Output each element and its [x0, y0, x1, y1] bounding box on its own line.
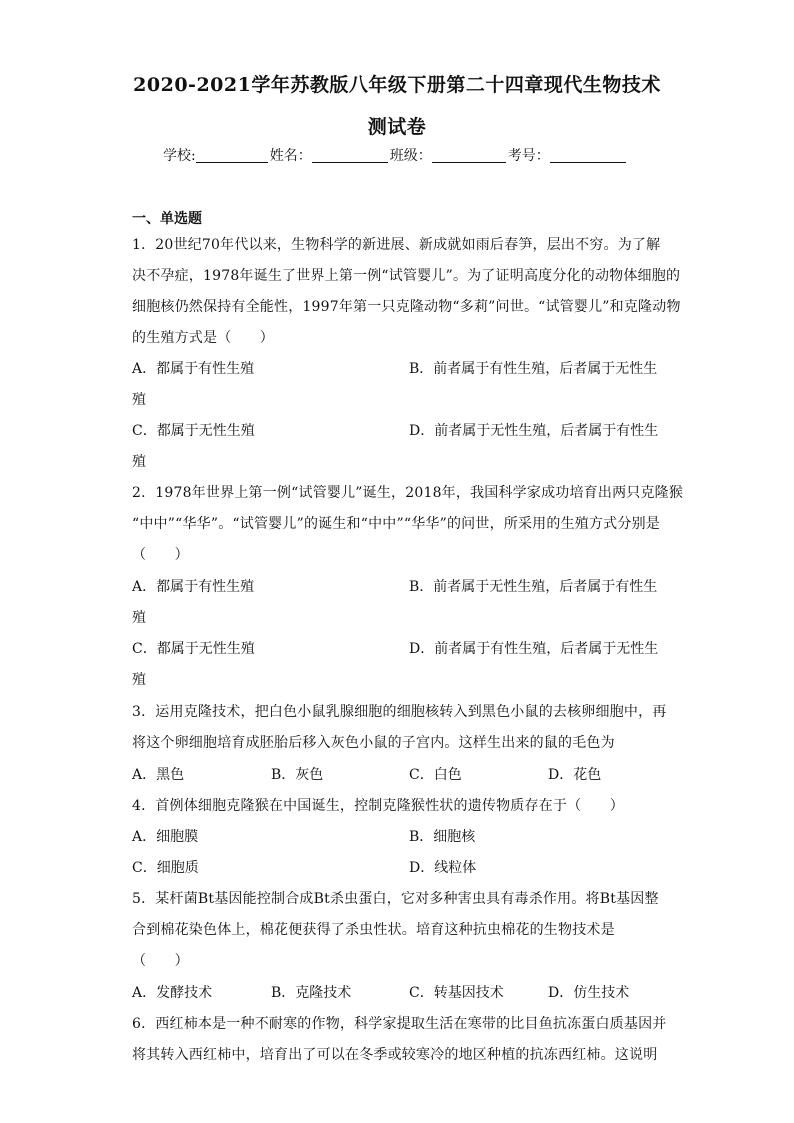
name-field[interactable]: [312, 148, 388, 163]
option-b[interactable]: B．前者属于有性生殖，后者属于无性生: [409, 361, 658, 377]
option-c[interactable]: C．都属于无性生殖: [132, 423, 255, 439]
question-text-line: 将这个卵细胞培育成胚胎后移入灰色小鼠的子宫内。这样生出来的鼠的毛色为: [132, 735, 615, 751]
question-text-line: 1．20世纪70年代以来，生物科学的新进展、新成就如雨后春笋，层出不穷。为了解: [132, 237, 661, 253]
number-field[interactable]: [550, 148, 626, 163]
option-d[interactable]: D．前者属于有性生殖，后者属于无性生: [409, 641, 659, 657]
question-text-line: 决不孕症，1978年诞生了世界上第一例“试管婴儿”。为了证明高度分化的动物体细胞的: [132, 268, 681, 284]
option-c[interactable]: C．转基因技术: [409, 985, 504, 1001]
question-text-line: （ ）: [132, 953, 189, 969]
option-a[interactable]: A．都属于有性生殖: [132, 579, 255, 595]
question-text-line: 4．首例体细胞克隆猴在中国诞生，控制克隆猴性状的遗传物质存在于（ ）: [132, 798, 624, 814]
page-title-line2: 测试卷: [367, 116, 427, 138]
option-a[interactable]: A．都属于有性生殖: [132, 361, 255, 377]
class-field[interactable]: [432, 148, 506, 163]
name-label: 姓名：: [269, 148, 312, 164]
option-d[interactable]: D．仿生技术: [548, 985, 630, 1001]
option-b[interactable]: B．灰色: [271, 767, 324, 783]
question-text-line: “中中”“华华”。“试管婴儿”的诞生和“中中”“华华”的问世，所采用的生殖方式分别是: [132, 516, 660, 532]
option-c[interactable]: C．细胞质: [132, 860, 199, 876]
option-a[interactable]: A．细胞膜: [132, 829, 199, 845]
question-text-line: 将其转入西红柿中，培育出了可以在冬季或较寒冷的地区种植的抗冻西红柿。这说明: [132, 1047, 658, 1063]
option-d[interactable]: D．前者属于无性生殖，后者属于有性生: [409, 423, 659, 439]
question-text-line: （ ）: [132, 547, 189, 563]
question-text-line: 合到棉花染色体上，棉花便获得了杀虫性状。培育这种抗虫棉花的生物技术是: [132, 922, 615, 938]
question-text-line: 细胞核仍然保持有全能性，1997年第一只克隆动物“多莉”问世。“试管婴儿”和克隆动物: [132, 299, 681, 315]
option-b-wrap: 殖: [132, 610, 146, 626]
question-text-line: 的生殖方式是（ ）: [132, 330, 274, 346]
question-text-line: 2．1978年世界上第一例“试管婴儿”诞生，2018年，我国科学家成功培育出两只克隆猴: [132, 485, 684, 501]
number-label: 考号：: [507, 148, 550, 164]
question-text-line: 6．西红柿本是一种不耐寒的作物，科学家提取生活在寒带的比目鱼抗冻蛋白质基因并: [132, 1016, 667, 1032]
option-a[interactable]: A．黑色: [132, 767, 185, 783]
question-text-line: 5．某杆菌Bt基因能控制合成Bt杀虫蛋白，它对多种害虫具有毒杀作用。将Bt基因整: [132, 891, 659, 907]
class-label: 班级：: [389, 148, 432, 164]
question-text-line: 3．运用克隆技术，把白色小鼠乳腺细胞的细胞核转入到黑色小鼠的去核卵细胞中，再: [132, 704, 667, 720]
option-b[interactable]: B．克隆技术: [271, 985, 352, 1001]
page-title-line1: 2020-2021学年苏教版八年级下册第二十四章现代生物技术: [133, 74, 661, 96]
option-d[interactable]: D．花色: [548, 767, 602, 783]
option-c[interactable]: C．白色: [409, 767, 462, 783]
school-label: 学校:: [163, 148, 196, 164]
section-title: 一、单选题: [132, 211, 202, 227]
option-d-wrap: 殖: [132, 454, 146, 470]
option-b[interactable]: B．前者属于无性生殖，后者属于有性生: [409, 579, 658, 595]
option-c[interactable]: C．都属于无性生殖: [132, 641, 255, 657]
option-a[interactable]: A．发酵技术: [132, 985, 213, 1001]
option-b[interactable]: B．细胞核: [409, 829, 476, 845]
option-d-wrap: 殖: [132, 672, 146, 688]
student-info-line: [163, 145, 628, 165]
option-d[interactable]: D．线粒体: [409, 860, 477, 876]
school-field[interactable]: [196, 148, 268, 163]
option-b-wrap: 殖: [132, 392, 146, 408]
